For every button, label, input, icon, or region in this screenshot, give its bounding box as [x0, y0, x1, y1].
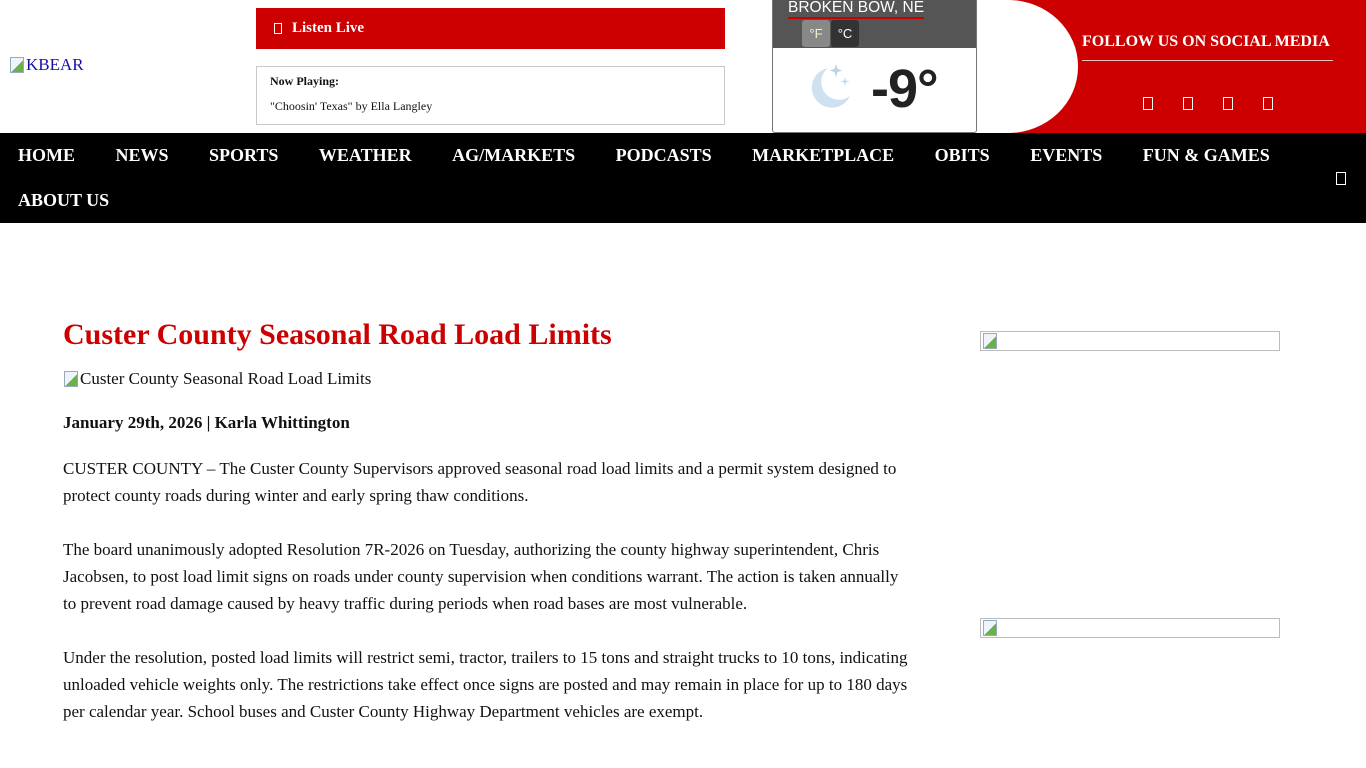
nav-item-sports[interactable]: SPORTS	[209, 145, 279, 165]
site-header	[0, 0, 1366, 133]
broken-image-icon	[63, 371, 79, 387]
nav-row-1	[18, 145, 1310, 165]
twitter-icon[interactable]	[1183, 97, 1193, 110]
sidebar-ad[interactable]	[980, 618, 1280, 638]
nav-item-events[interactable]: EVENTS	[1030, 145, 1103, 165]
article-image	[63, 369, 908, 389]
site-logo[interactable]	[9, 55, 84, 75]
now-playing-track: "Choosin' Texas" by Ella Langley	[270, 99, 433, 113]
main-nav	[0, 133, 1366, 223]
social-panel-curve	[1000, 0, 1078, 133]
nav-item-about-us[interactable]: ABOUT US	[18, 190, 110, 210]
weather-header	[773, 0, 976, 48]
nav-item-news[interactable]: NEWS	[115, 145, 169, 165]
unit-celsius-button[interactable]: °C	[831, 20, 859, 47]
listen-live-label: Listen Live	[292, 20, 365, 36]
facebook-icon[interactable]	[1143, 97, 1153, 110]
moon-stars-icon	[806, 60, 858, 112]
social-title: FOLLOW US ON SOCIAL MEDIA	[1082, 33, 1333, 61]
article-paragraph: Under the resolution, posted load limits will restrict semi, tractor, trailers to 15 tons and straight trucks to 10 tons, indicating unloaded vehicle weights only. The restrictions take effect once signs are posted and may remain in place for up to 180 days per calendar year. School buses and Custer County Highway Department vehicles are exempt.	[63, 648, 908, 721]
nav-item-home[interactable]: HOME	[18, 145, 75, 165]
unit-fahrenheit-button[interactable]: °F	[802, 20, 830, 47]
nav-item-obits[interactable]: OBITS	[934, 145, 990, 165]
now-playing-box	[256, 66, 725, 125]
social-icons	[1143, 97, 1273, 110]
article-image-alt: Custer County Seasonal Road Load Limits	[80, 369, 372, 388]
nav-row-2	[18, 190, 150, 210]
article	[63, 318, 908, 752]
broken-image-icon	[9, 57, 25, 73]
search-icon[interactable]	[1336, 172, 1346, 185]
article-title: Custer County Seasonal Road Load Limits	[63, 318, 612, 351]
sidebar-ad[interactable]	[980, 331, 1280, 351]
weather-widget	[772, 0, 977, 133]
nav-item-podcasts[interactable]: PODCASTS	[615, 145, 712, 165]
article-byline: January 29th, 2026 | Karla Whittington	[63, 413, 350, 432]
social-panel	[1000, 0, 1366, 133]
broken-image-icon	[982, 333, 998, 349]
headphones-icon	[274, 23, 282, 34]
nav-item-marketplace[interactable]: MARKETPLACE	[752, 145, 895, 165]
nav-item-fun-games[interactable]: FUN & GAMES	[1142, 145, 1270, 165]
temperature-value: -9°	[871, 59, 938, 119]
listen-live-button[interactable]	[256, 8, 725, 49]
weather-location[interactable]: BROKEN BOW, NE	[788, 0, 924, 19]
now-playing-label: Now Playing:	[270, 74, 339, 88]
instagram-icon[interactable]	[1223, 97, 1233, 110]
broken-image-icon	[982, 620, 998, 636]
nav-item-ag-markets[interactable]: AG/MARKETS	[452, 145, 576, 165]
youtube-icon[interactable]	[1263, 97, 1273, 110]
article-paragraph: The board unanimously adopted Resolution 7R-2026 on Tuesday, authorizing the county highway superintendent, Chris Jacobsen, to post load limit signs on roads under county supervision when conditions warrant. The action is taken annually to prevent road damage caused by heavy traffic during periods when road bases are most vulnerable.	[63, 540, 899, 613]
weather-body	[773, 48, 976, 132]
logo-alt-text: KBEAR	[26, 55, 84, 74]
nav-item-weather[interactable]: WEATHER	[318, 145, 412, 165]
article-paragraph: CUSTER COUNTY – The Custer County Supervisors approved seasonal road load limits and a permit system designed to protect county roads during winter and early spring thaw conditions.	[63, 459, 897, 505]
